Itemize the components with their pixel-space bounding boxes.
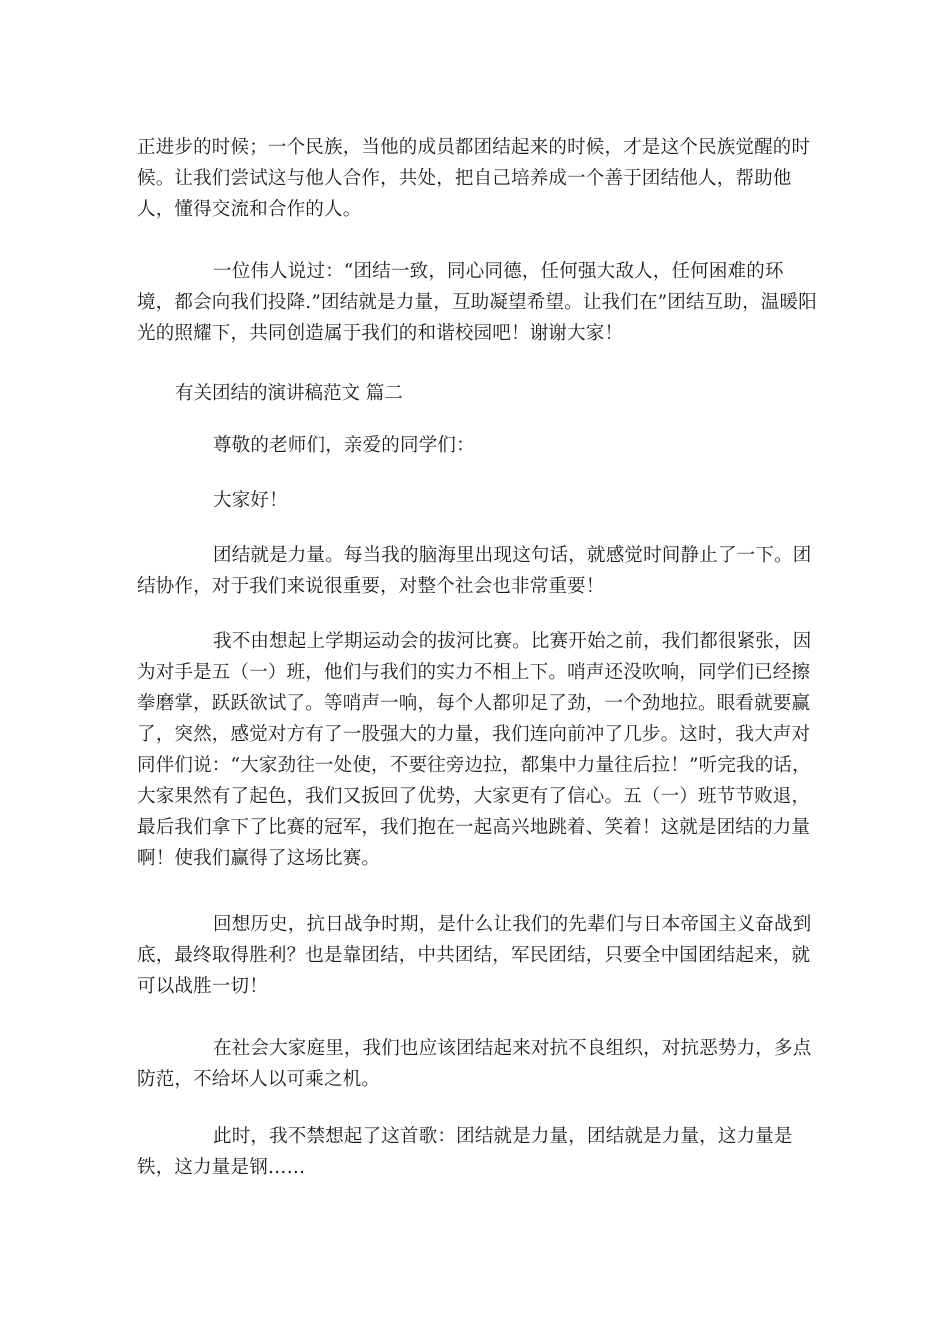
section-heading: 有关团结的演讲稿范文 篇二 — [175, 383, 403, 404]
paragraph-continuation: 正进步的时候；一个民族，当他的成员都团结起来的时候，才是这个民族觉醒的时候。让我们尝试这与他人合作，共处，把自己培养成一个善于团结他人，帮助他人，懂得交流和合作的人。 — [137, 137, 811, 220]
paragraph-intro: 团结就是力量。每当我的脑海里出现这句话，就感觉时间静止了一下。团结协作，对于我们来说很重要，对整个社会也非常重要！ — [137, 545, 812, 597]
paragraph-greeting: 大家好！ — [213, 490, 288, 511]
paragraph-song: 此时，我不禁想起了这首歌：团结就是力量，团结就是力量，这力量是铁，这力量是钢…… — [137, 1126, 793, 1178]
paragraph-society: 在社会大家庭里，我们也应该团结起来对抗不良组织，对抗恶势力，多点防范，不给坏人以可乘之机。 — [137, 1038, 812, 1090]
paragraph-history: 回想历史，抗日战争时期，是什么让我们的先辈们与日本帝国主义奋战到底，最终取得胜利？也是靠团结，中共团结，军民团结，只要全中国团结起来，就可以战胜一切！ — [137, 914, 812, 997]
paragraph-salutation: 尊敬的老师们，亲爱的同学们： — [213, 435, 475, 456]
paragraph-tug-of-war: 我不由想起上学期运动会的拔河比赛。比赛开始之前，我们都很紧张，因为对手是五（一）班，他们与我们的实力不相上下。哨声还没吹响，同学们已经擦拳磨掌，跃跃欲试了。等哨声一响，每个人都卯足了劲，一个劲地拉。眼看就要赢了，突然，感觉对方有了一股强大的力量，我们连向前冲了几步。这时，我大声对同伴们说：“大家劲往一处使，不要往旁边拉，都集中力量往后拉！”听完我的话，大家果然有了起色，我们又扳回了优势，大家更有了信心。五（一）班节节败退，最后我们拿下了比赛的冠军，我们抱在一起高兴地跳着、笑着！这就是团结的力量啊！使我们赢得了这场比赛。 — [137, 631, 812, 869]
paragraph-quote: 一位伟人说过：“团结一致，同心同德，任何强大敌人，任何困难的环境，都会向我们投降.”团结就是力量，互助凝望希望。让我们在”团结互助，温暖阳光的照耀下，共同创造属于我们的和谐校园吧！谢谢大家！ — [137, 261, 817, 344]
